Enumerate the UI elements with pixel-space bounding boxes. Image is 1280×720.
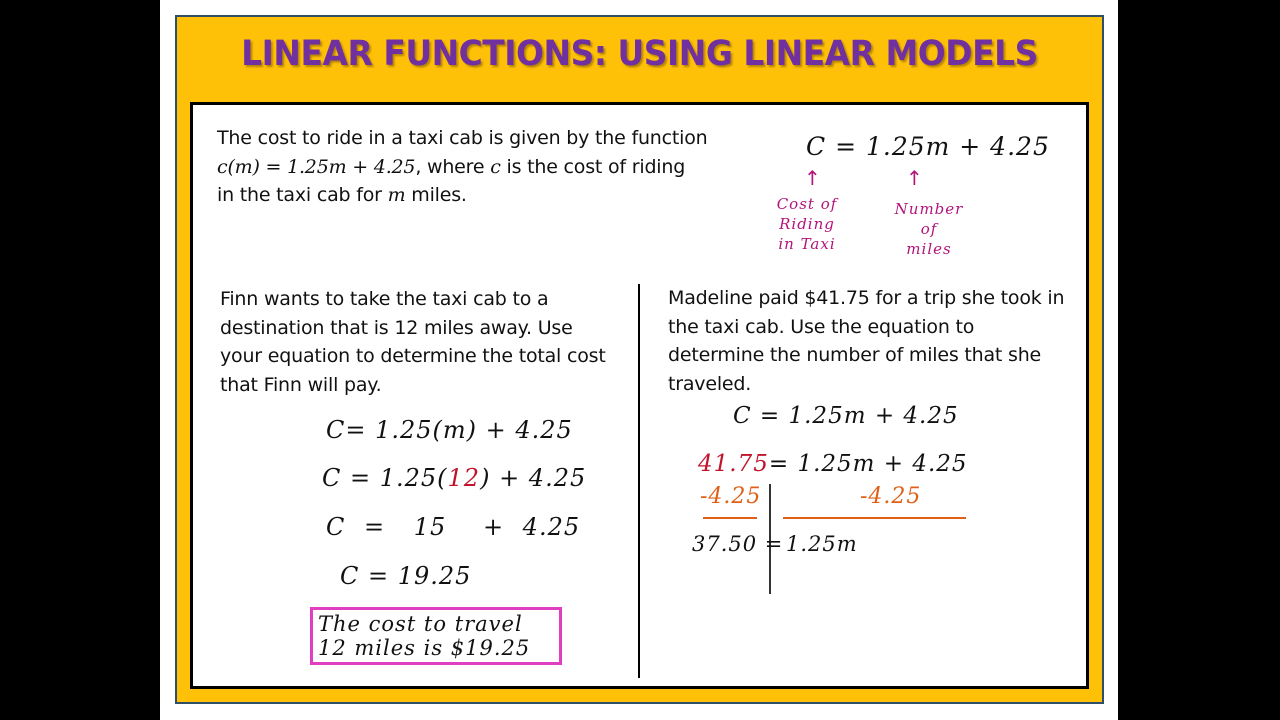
label-number-of-miles: [884, 199, 974, 259]
variable-c: c: [490, 155, 501, 178]
label-cost-line: Riding: [779, 215, 835, 233]
finn-step-3-b: 15: [413, 513, 447, 541]
intro-line2-rest: , where: [415, 155, 485, 178]
finn-step-2-miles: 12: [447, 464, 481, 492]
finn-step-3-c: + 4.25: [482, 513, 581, 541]
madeline-step-3-right: 1.25m: [786, 532, 858, 556]
label-cost-line: in Taxi: [778, 235, 836, 253]
finn-step-2-c: ) + 4.25: [480, 464, 587, 492]
annotated-equation: C = 1.25m + 4.25: [806, 132, 1050, 161]
answer-text: [318, 612, 530, 660]
arrow-up-icon: ↑: [804, 166, 821, 190]
madeline-step-2: [698, 451, 968, 477]
label-miles-line: of: [920, 220, 938, 238]
intro-line1: The cost to ride in a taxi cab is given by the function: [217, 127, 708, 149]
finn-step-3: [326, 513, 580, 541]
finn-step-3-a: C =: [326, 513, 386, 541]
finn-step-1: C= 1.25(m) + 4.25: [326, 416, 573, 444]
arrow-up-icon: ↑: [906, 166, 923, 190]
slide-title: LINEAR FUNCTIONS: USING LINEAR MODELS: [241, 34, 1038, 74]
intro-text: [217, 124, 737, 210]
madeline-step-1: C = 1.25m + 4.25: [733, 403, 959, 429]
finn-step-2: [322, 464, 586, 492]
intro-line2-end: is the cost of riding: [506, 155, 686, 178]
madeline-step-2-paid: 41.75: [698, 451, 769, 477]
finn-step-4: C = 19.25: [340, 562, 472, 590]
madeline-problem: Madeline paid $41.75 for a trip she took in the taxi cab. Use the equation to determine the number of miles that she traveled.: [668, 287, 1065, 395]
column-divider: [638, 284, 640, 678]
finn-problem: Finn wants to take the taxi cab to a destination that is 12 miles away. Use your equation to determine the total cost that Finn will pay.: [220, 288, 606, 396]
variable-m: m: [387, 184, 406, 206]
function-definition: c(m) = 1.25m + 4.25: [217, 155, 416, 178]
label-miles-line: Number: [894, 200, 964, 218]
label-miles-line: miles: [906, 240, 952, 258]
answer-line-1: The cost to travel: [318, 612, 523, 636]
intro-line3-end: miles.: [411, 184, 467, 206]
label-cost-of-riding: [762, 194, 852, 254]
subtract-underline-left: [703, 517, 757, 519]
intro-line3-start: in the taxi cab for: [217, 184, 382, 206]
finn-step-2-a: C = 1.25(: [322, 464, 448, 492]
madeline-step-2-b: = 1.25m + 4.25: [768, 451, 968, 477]
madeline-subtract-left: -4.25: [700, 484, 762, 509]
answer-line-2: 12 miles is $19.25: [318, 636, 531, 660]
madeline-subtract-right: -4.25: [860, 484, 922, 509]
subtract-underline-right: [783, 517, 966, 519]
madeline-step-3-left: 37.50 =: [692, 532, 784, 556]
label-cost-line: Cost of: [776, 195, 838, 213]
